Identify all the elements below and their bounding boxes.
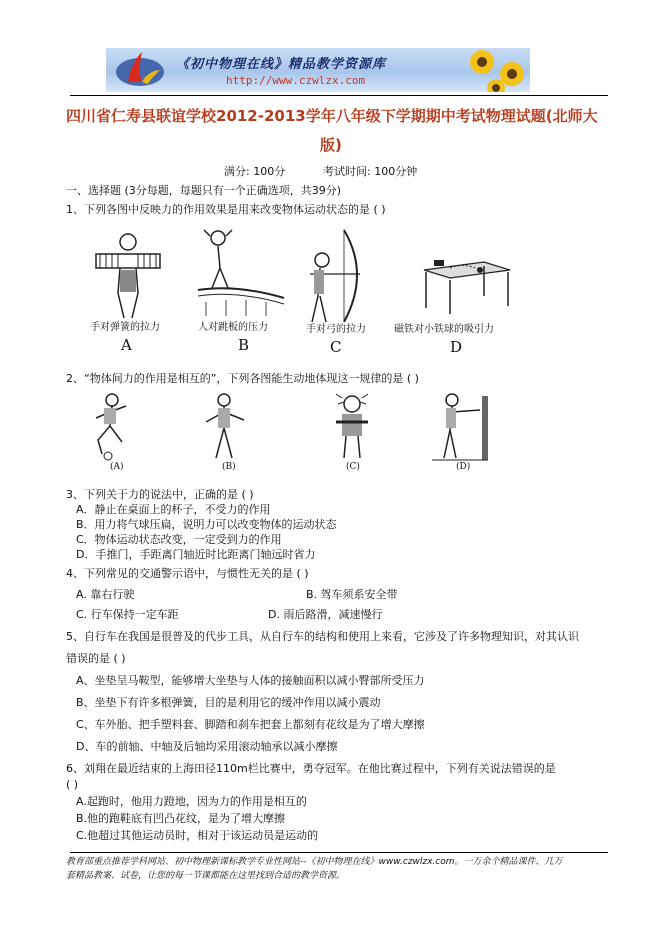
q3-option-d: D．手推门，手距离门轴近时比距离门轴远时省力 [76, 548, 316, 561]
q3-option-c: C．物体运动状态改变，一定受到力的作用 [76, 533, 282, 546]
header-banner [106, 48, 530, 92]
footer-rule [70, 852, 608, 853]
q2-figure-d-wall-push [432, 392, 492, 462]
q3-stem: 3、下列关于力的说法中，正确的是 ( ) [66, 488, 254, 501]
q6-option-c: C.他超过其他运动员时，相对于该运动员是运动的 [76, 829, 319, 842]
logo-icon [112, 48, 168, 92]
q4-option-c: C. 行车保持一定车距 [76, 608, 179, 621]
q3-option-a: A．静止在桌面上的杯子，不受力的作用 [76, 503, 271, 516]
q1-caption-b: 人对跳板的压力 [198, 322, 268, 333]
q6-stem-line1: 6、刘翔在最近结束的上海田径110m栏比赛中，勇夺冠军。在他比赛过程中，下列有关说法错误的是 [66, 762, 556, 775]
banner-title: 《初中物理在线》精品教学资源库 [176, 57, 387, 72]
q2-letter-d: (D) [456, 462, 471, 472]
q1-figure-d-magnet-table [414, 248, 514, 318]
q2-letter-a: (A) [110, 462, 124, 472]
q1-letter-b: B [238, 336, 250, 354]
q1-letter-a: A [121, 336, 132, 354]
q4-option-b: B. 驾车须系安全带 [306, 588, 398, 601]
q4-option-d: D. 雨后路滑，减速慢行 [268, 608, 383, 621]
q1-figure-a-spring-man [88, 228, 168, 318]
q1-caption-a: 手对弹簧的拉力 [90, 322, 160, 333]
q5-stem-line2: 错误的是 ( ) [66, 652, 126, 665]
q6-option-b: B.他的跑鞋底有凹凸花纹，是为了增大摩擦 [76, 812, 286, 825]
banner-url[interactable]: http://www.czwlzx.com [226, 74, 366, 87]
q2-figure-c-cold-person [322, 392, 382, 462]
page-title-line2: 版) [320, 136, 342, 154]
header-rule [70, 95, 608, 96]
q1-letter-d: D [450, 338, 463, 356]
q2-figure-b-thrower [196, 392, 256, 462]
q1-caption-d: 磁铁对小铁球的吸引力 [394, 324, 494, 335]
q5-option-d: D、车的前轴、中轴及后轴均采用滚动轴承以减小摩擦 [76, 740, 338, 753]
q2-stem: 2、“物体间力的作用是相互的”，下列各图能生动地体现这一规律的是 ( ) [66, 372, 419, 385]
q5-option-b: B、坐垫下有许多根弹簧，目的是利用它的缓冲作用以减小震动 [76, 696, 381, 709]
footer-line2: 套精品教案、试卷，让您的每一节课都能在这里找到合适的教学资源。 [66, 871, 346, 881]
q6-stem-line2: ( ) [66, 778, 79, 791]
q1-caption-c: 手对弓的拉力 [306, 324, 366, 335]
exam-time: 考试时间: 100分钟 [323, 165, 418, 178]
q4-option-a: A. 靠右行驶 [76, 588, 135, 601]
q2-letter-b: (B) [222, 462, 236, 472]
q1-figure-c-archer [300, 226, 370, 326]
q1-stem: 1、下列各图中反映力的作用效果是用来改变物体运动状态的是 ( ) [66, 203, 386, 216]
q5-stem-line1: 5、自行车在我国是很普及的代步工具，从自行车的结构和使用上来看，它涉及了许多物理知识，对其认识 [66, 630, 579, 643]
section-heading: 一、选择题 (3分每题，每题只有一个正确选项，共39分) [66, 184, 342, 197]
q1-letter-c: C [330, 338, 342, 356]
q2-letter-c: (C) [346, 462, 360, 472]
q6-option-a: A.起跑时，他用力蹬地，因为力的作用是相互的 [76, 795, 307, 808]
q4-stem: 4、下列常见的交通警示语中，与惯性无关的是 ( ) [66, 567, 309, 580]
page-title-line1: 四川省仁寿县联谊学校2012-2013学年八年级下学期期中考试物理试题(北师大 [66, 107, 598, 125]
sunflower-icon [460, 48, 530, 92]
q5-option-a: A、坐垫呈马鞍型，能够增大坐垫与人体的接触面积以减小臀部所受压力 [76, 674, 425, 687]
q5-option-c: C、车外胎、把手塑料套、脚踏和刹车把套上都刻有花纹是为了增大摩擦 [76, 718, 425, 731]
q3-option-b: B．用力将气球压扁，说明力可以改变物体的运动状态 [76, 518, 337, 531]
q1-figure-b-diver [196, 228, 286, 318]
full-score: 满分: 100分 [224, 165, 286, 178]
q2-figure-a-kicker [82, 392, 142, 462]
footer-line1: 教育部重点推荐学科网站、初中物理新课标教学专业性网站--《初中物理在线》www.czwlzx.com。一万余个精品课件、几万 [66, 857, 563, 867]
